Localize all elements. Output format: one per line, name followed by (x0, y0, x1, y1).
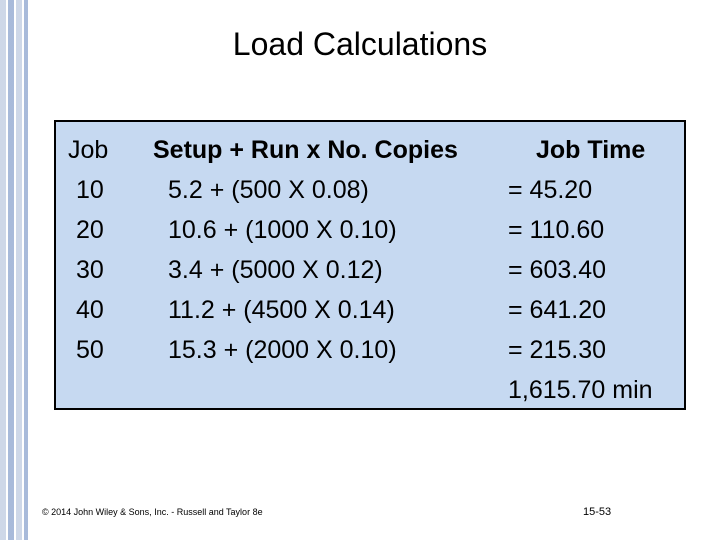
row-formula: 10.6 + (1000 X 0.10) (168, 216, 397, 244)
row-job: 20 (76, 216, 104, 244)
row-time: = 603.40 (508, 256, 607, 284)
page-number: 15-53 (583, 506, 612, 518)
header-formula: Setup + Run x No. Copies (153, 136, 458, 164)
stripe-edge (28, 0, 30, 540)
total-time: 1,615.70 min (508, 376, 653, 404)
row-time: = 45.20 (508, 176, 593, 204)
row-time: = 215.30 (508, 336, 607, 364)
row-formula: 11.2 + (4500 X 0.14) (168, 296, 395, 324)
header-job: Job (68, 136, 109, 164)
calculation-table (54, 120, 686, 410)
row-time: = 110.60 (508, 216, 605, 244)
copyright-footer: © 2014 John Wiley & Sons, Inc. - Russell and Taylor 8e (42, 507, 263, 517)
header-job-time: Job Time (536, 136, 646, 164)
row-job: 50 (76, 336, 104, 364)
row-job: 10 (76, 176, 104, 204)
row-formula: 5.2 + (500 X 0.08) (168, 176, 369, 204)
left-decorative-stripe (0, 0, 28, 540)
slide-title: Load Calculations (232, 26, 488, 62)
row-job: 30 (76, 256, 104, 284)
row-job: 40 (76, 296, 104, 324)
row-time: = 641.20 (508, 296, 607, 324)
row-formula: 15.3 + (2000 X 0.10) (168, 336, 397, 364)
row-formula: 3.4 + (5000 X 0.12) (168, 256, 383, 284)
